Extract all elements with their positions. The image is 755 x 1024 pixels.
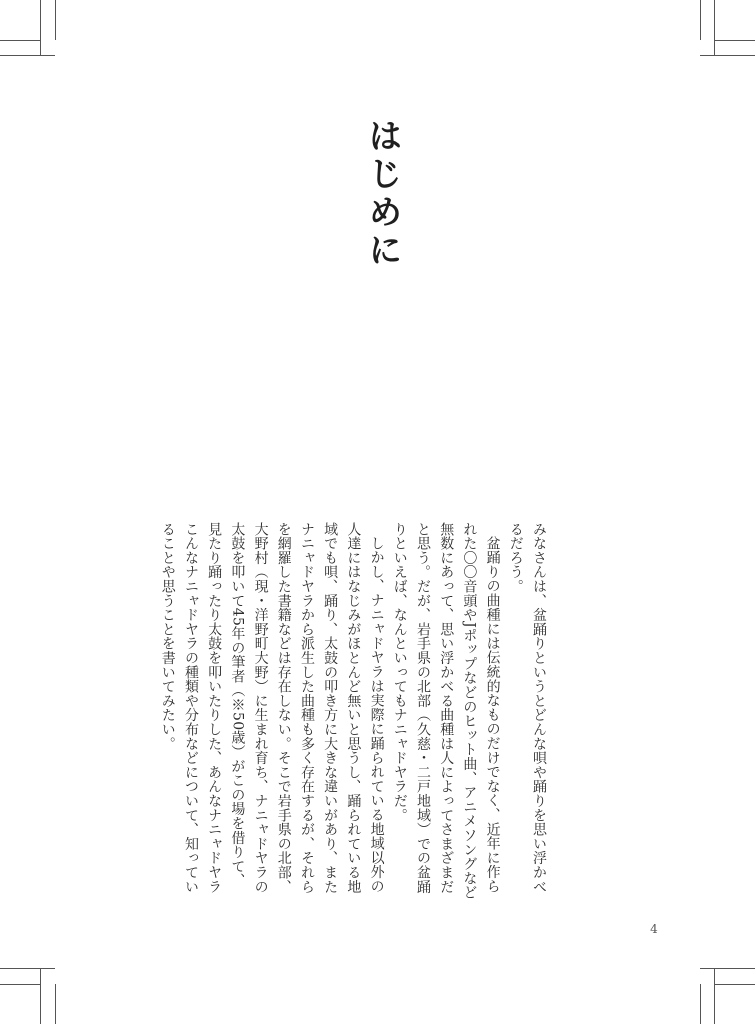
- crop-mark-top-left-horizontal: [0, 55, 55, 56]
- paragraph: みなさんは、盆踊りというとどんな唄や踊りを思い浮かべるだろう。: [507, 522, 547, 894]
- crop-mark-bottom-left-horizontal-outer: [0, 984, 40, 985]
- crop-mark-bottom-right-horizontal: [700, 968, 755, 969]
- crop-mark-top-right-horizontal-outer: [714, 40, 755, 41]
- crop-mark-top-right-vertical-outer: [700, 0, 701, 40]
- page-number: 4: [650, 922, 658, 936]
- crop-mark-top-right-vertical: [714, 0, 715, 55]
- crop-mark-bottom-right-vertical-outer: [700, 984, 701, 1024]
- paragraph: しかし、ナニャドヤラは実際に踊られている地域以外の人達にはなじみがほとんど無いと思うし、踊られている地域でも唄、踊り、太鼓の叩き方に大きな違いがあり、またナニャドヤラから派生した曲種も多く存在するが、それらを網羅した書籍などは存在しない。そこで岩手県の北部、大野村（現・洋野町大野）に生まれ育ち、ナニャドヤラの太鼓を叩いて45年の筆者（※50歳）がこの場を借りて、見たり踊ったり太鼓を叩いたりした、あんなナニャドヤラこんなナニャドヤラの種類や分布などについて、知っていることや思うことを書いてみたい。: [159, 522, 385, 894]
- crop-mark-bottom-left-horizontal: [0, 968, 55, 969]
- chapter-title: はじめに: [362, 118, 402, 270]
- crop-mark-bottom-left-vertical-outer: [55, 984, 56, 1024]
- crop-mark-top-left-vertical-outer: [55, 0, 56, 40]
- crop-mark-top-left-vertical: [40, 0, 41, 55]
- crop-mark-bottom-right-vertical: [714, 968, 715, 1024]
- crop-mark-top-right-horizontal: [700, 55, 755, 56]
- crop-mark-top-left-horizontal-outer: [0, 40, 40, 41]
- paragraph: 盆踊りの曲種には伝統的なものだけでなく、近年に作られた〇〇音頭やJポップなどのヒット曲、アニメソングなど無数にあって、思い浮かべる曲種は人によってさまざまだと思う。だが、岩手県の北部（久慈・二戸地域）での盆踊りといえば、なんといってもナニャドヤラだ。: [391, 522, 501, 900]
- crop-mark-bottom-right-horizontal-outer: [714, 984, 755, 985]
- crop-mark-bottom-left-vertical: [40, 968, 41, 1024]
- body-text: [159, 522, 550, 902]
